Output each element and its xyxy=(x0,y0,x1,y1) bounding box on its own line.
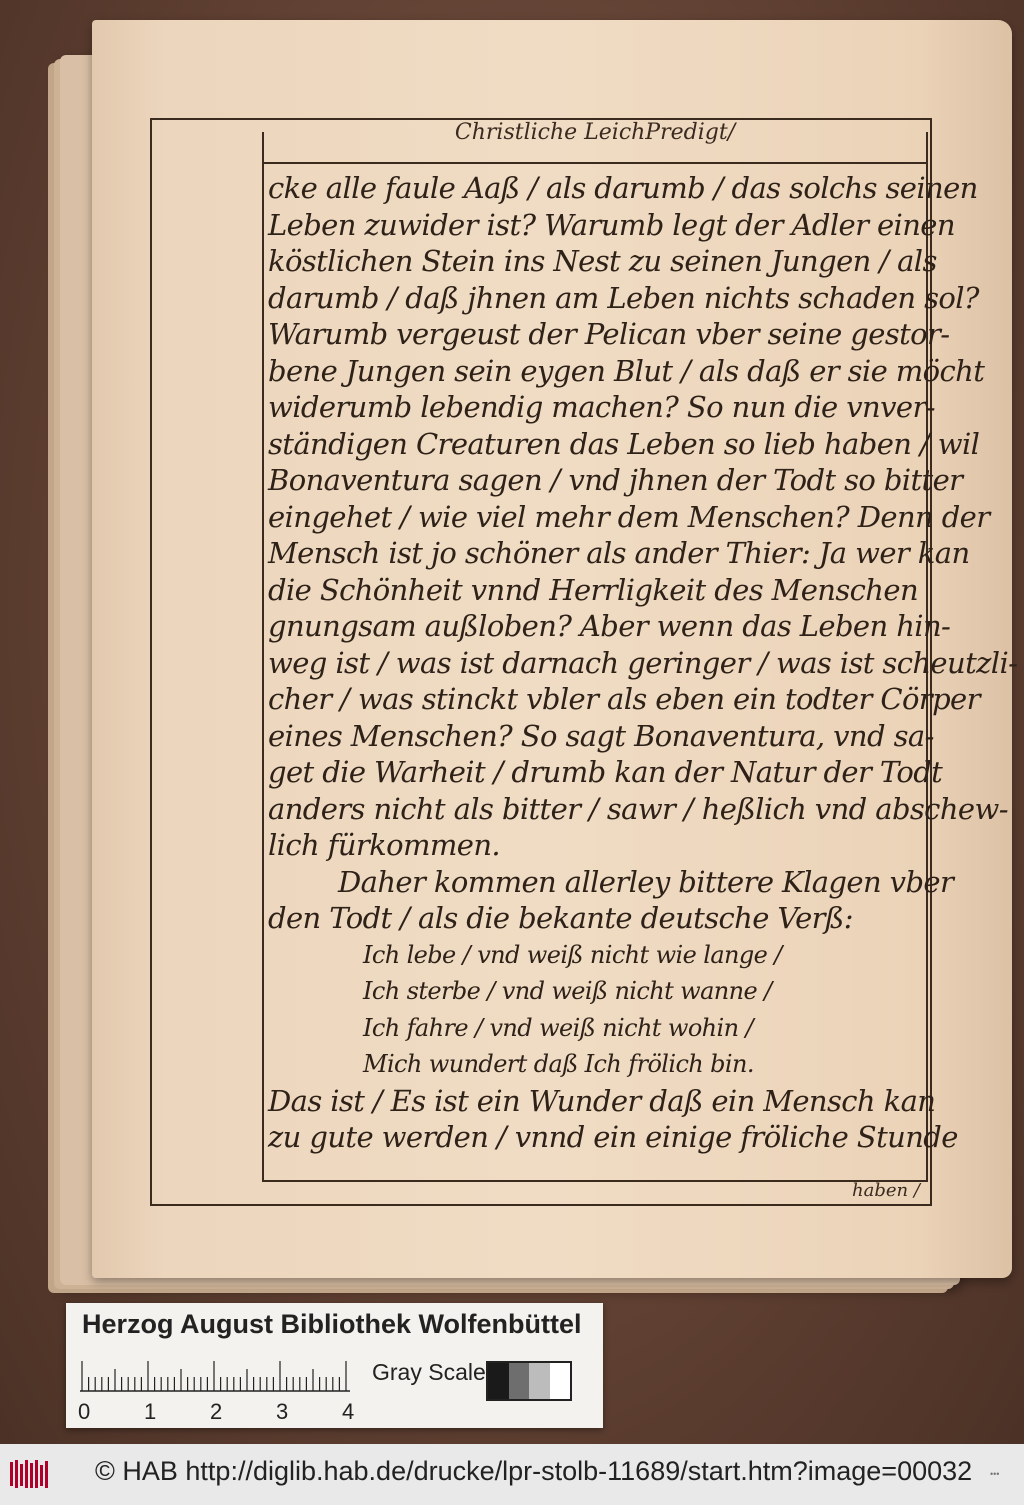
text-line: Bonaventura sagen / vnd jhnen der Todt so bitter xyxy=(268,463,963,497)
footer-bar xyxy=(0,1444,1024,1505)
gray-scale-patches xyxy=(486,1361,572,1401)
text-line: widerumb lebendig machen? So nun die vnver- xyxy=(268,390,935,424)
ruler-number: 0 xyxy=(78,1399,91,1424)
text-line: Daher kommen allerley bittere Klagen vber xyxy=(338,864,954,899)
head-rule xyxy=(262,162,928,164)
text-line: Warumb vergeust der Pelican vber seine gestor- xyxy=(268,317,950,351)
text-line: eingehet / wie viel mehr dem Menschen? Denn der xyxy=(268,499,990,534)
text-line: darumb / daß jhnen am Leben nichts schaden sol? xyxy=(268,280,979,315)
text-line: Das ist / Es ist ein Wunder daß ein Mensch kan xyxy=(268,1083,936,1118)
ruler-number: 1 xyxy=(144,1399,157,1424)
text-line: bene Jungen sein eygen Blut / als daß er sie möcht xyxy=(268,353,985,388)
text-line: weg ist / was ist darnach geringer / was ist scheutzli- xyxy=(268,645,1018,680)
text-line: Ich sterbe / vnd weiß nicht wanne / xyxy=(363,977,772,1005)
bottom-rule xyxy=(262,1180,928,1182)
gray-patch xyxy=(509,1363,530,1399)
text-line: Leben zuwider ist? Warumb legt der Adler einen xyxy=(268,207,955,242)
ruler-number: 3 xyxy=(276,1399,289,1424)
text-line: cke alle faule Aaß / als darumb / das solchs seinen xyxy=(268,171,978,205)
text-line: zu gute werden / vnnd ein einige fröliche Stunde xyxy=(268,1120,958,1154)
footer-copyright: © HAB http://diglib.hab.de/drucke/lpr-stolb-11689/start.htm?image=00032 xyxy=(95,1456,973,1486)
text-line: get die Warheit / drumb kan der Natur der Todt xyxy=(268,755,943,789)
hab-logo-icon xyxy=(10,1460,50,1488)
text-line: gnungsam außloben? Aber wenn das Leben hin- xyxy=(268,609,951,643)
gray-scale-label: Gray Scale xyxy=(372,1359,486,1385)
text-line: Mich wundert daß Ich frölich bin. xyxy=(363,1050,754,1078)
text-line: cher / was stinckt vbler als eben ein todter Cörper xyxy=(268,682,980,716)
footer-mark-icon: ••• xyxy=(990,1469,1000,1479)
gray-patch xyxy=(529,1363,550,1399)
ruler-number: 2 xyxy=(210,1399,223,1424)
ruler-number: 4 xyxy=(342,1399,355,1424)
library-name: Herzog August Bibliothek Wolfenbüttel xyxy=(82,1309,582,1339)
text-line: den Todt / als die bekante deutsche Verß: xyxy=(268,901,853,935)
text-line: die Schönheit vnnd Herrligkeit des Menschen xyxy=(268,572,919,607)
text-line: Ich fahre / vnd weiß nicht wohin / xyxy=(363,1013,753,1042)
text-line: Ich lebe / vnd weiß nicht wie lange / xyxy=(363,940,782,969)
text-block xyxy=(268,170,1018,1156)
catchword: haben / xyxy=(852,1180,920,1201)
running-head: Christliche LeichPredigt/ xyxy=(454,120,736,145)
text-line: ständigen Creaturen das Leben so lieb haben / wil xyxy=(268,426,980,461)
gray-patch xyxy=(550,1363,571,1399)
text-line: köstlichen Stein ins Nest zu seinen Jungen / als xyxy=(268,244,937,278)
text-line: lich fürkommen. xyxy=(268,828,501,862)
library-label xyxy=(66,1303,603,1428)
text-line: Mensch ist jo schöner als ander Thier: Ja wer kan xyxy=(268,536,970,570)
text-line: anders nicht als bitter / sawr / heßlich vnd abschew- xyxy=(268,791,1008,826)
gray-patch xyxy=(488,1363,509,1399)
ruler-scale xyxy=(80,1351,350,1393)
text-line: eines Menschen? So sagt Bonaventura, vnd sa- xyxy=(268,718,934,753)
